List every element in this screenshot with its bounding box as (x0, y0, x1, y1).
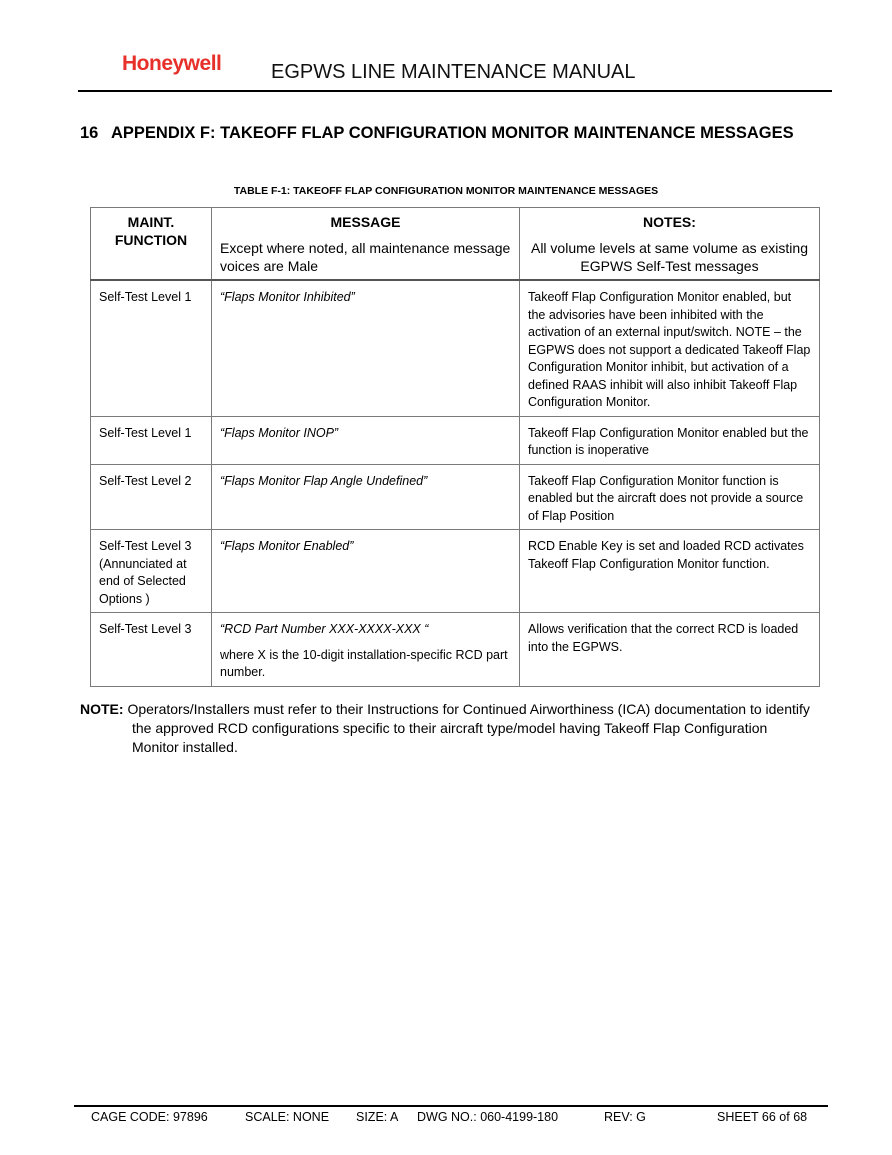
maintenance-messages-table (90, 207, 820, 687)
table-row (91, 464, 820, 530)
honeywell-logo: Honeywell (122, 52, 222, 75)
manual-title: EGPWS LINE MAINTENANCE MANUAL (271, 61, 636, 83)
row-message (212, 280, 520, 416)
note-text: Operators/Installers must refer to their Instructions for Continued Airworthiness (ICA) documentation to identify the approved RCD configurations specific to their aircraft type/model having Takeoff Flap Configuration Monitor installed. (127, 701, 810, 755)
row-function: Self-Test Level 1 (91, 416, 212, 464)
page-header (78, 52, 832, 92)
row-message (212, 613, 520, 687)
row-message-text: “RCD Part Number XXX-XXXX-XXX “ (220, 622, 429, 636)
table-row (91, 530, 820, 613)
row-function: Self-Test Level 1 (91, 280, 212, 416)
row-function: Self-Test Level 3 (Annunciated at end of Selected Options ) (91, 530, 212, 613)
row-function: Self-Test Level 2 (91, 464, 212, 530)
row-function: Self-Test Level 3 (91, 613, 212, 687)
row-message-text: “Flaps Monitor Enabled” (220, 539, 354, 553)
footer-sheet: SHEET 66 of 68 (717, 1110, 808, 1124)
header-message-sub: Except where noted, all maintenance message voices are Male (220, 240, 511, 274)
row-message (212, 416, 520, 464)
section-number: 16 (80, 124, 99, 142)
header-message (212, 208, 520, 281)
footer-rev: REV: G (604, 1110, 646, 1124)
section-title: APPENDIX F: TAKEOFF FLAP CONFIGURATION MONITOR MAINTENANCE MESSAGES (111, 124, 794, 142)
note-block (80, 700, 810, 757)
row-message-text: “Flaps Monitor INOP” (220, 425, 339, 440)
table-row (91, 613, 820, 687)
row-notes: Takeoff Flap Configuration Monitor function is enabled but the aircraft does not provide a source of Flap Position (520, 464, 820, 530)
row-notes: Takeoff Flap Configuration Monitor enabled but the function is inoperative (520, 416, 820, 464)
footer-size: SIZE: A (356, 1110, 399, 1124)
header-function-label: MAINT. FUNCTION (114, 214, 188, 248)
row-message-text: “Flaps Monitor Inhibited” (220, 290, 355, 304)
table-header-row (91, 208, 820, 281)
row-notes: Takeoff Flap Configuration Monitor enabled, but the advisories have been inhibited with the activation of an external input/switch. NOTE – the EGPWS does not support a dedicated Takeoff Flap Configuration Monitor inhibit, but activation of a defined RAAS inhibit will also inhibit Takeoff Flap Configuration Monitor. (520, 280, 820, 416)
note-label: NOTE: (80, 701, 124, 717)
row-notes: RCD Enable Key is set and loaded RCD activates Takeoff Flap Configuration Monitor function. (520, 530, 820, 613)
header-function (91, 208, 212, 281)
table-caption: TABLE F-1: TAKEOFF FLAP CONFIGURATION MONITOR MAINTENANCE MESSAGES (233, 185, 659, 197)
header-notes (520, 208, 820, 281)
table-row (91, 280, 820, 416)
row-message (212, 464, 520, 530)
footer-dwg-no: DWG NO.: 060-4199-180 (417, 1110, 559, 1124)
row-message (212, 530, 520, 613)
header-notes-sub: All volume levels at same volume as existing EGPWS Self-Test messages (530, 240, 808, 274)
header-message-label: MESSAGE (330, 214, 401, 230)
table-row (91, 416, 820, 464)
footer-scale: SCALE: NONE (245, 1110, 330, 1124)
row-notes: Allows verification that the correct RCD is loaded into the EGPWS. (520, 613, 820, 687)
page-footer (74, 1105, 828, 1125)
row-message-text: “Flaps Monitor Flap Angle Undefined” (220, 473, 428, 488)
header-notes-label: NOTES: (643, 214, 696, 230)
row-message-extra: where X is the 10-digit installation-specific RCD part number. (220, 647, 508, 679)
footer-cage-code: CAGE CODE: 97896 (91, 1110, 208, 1124)
